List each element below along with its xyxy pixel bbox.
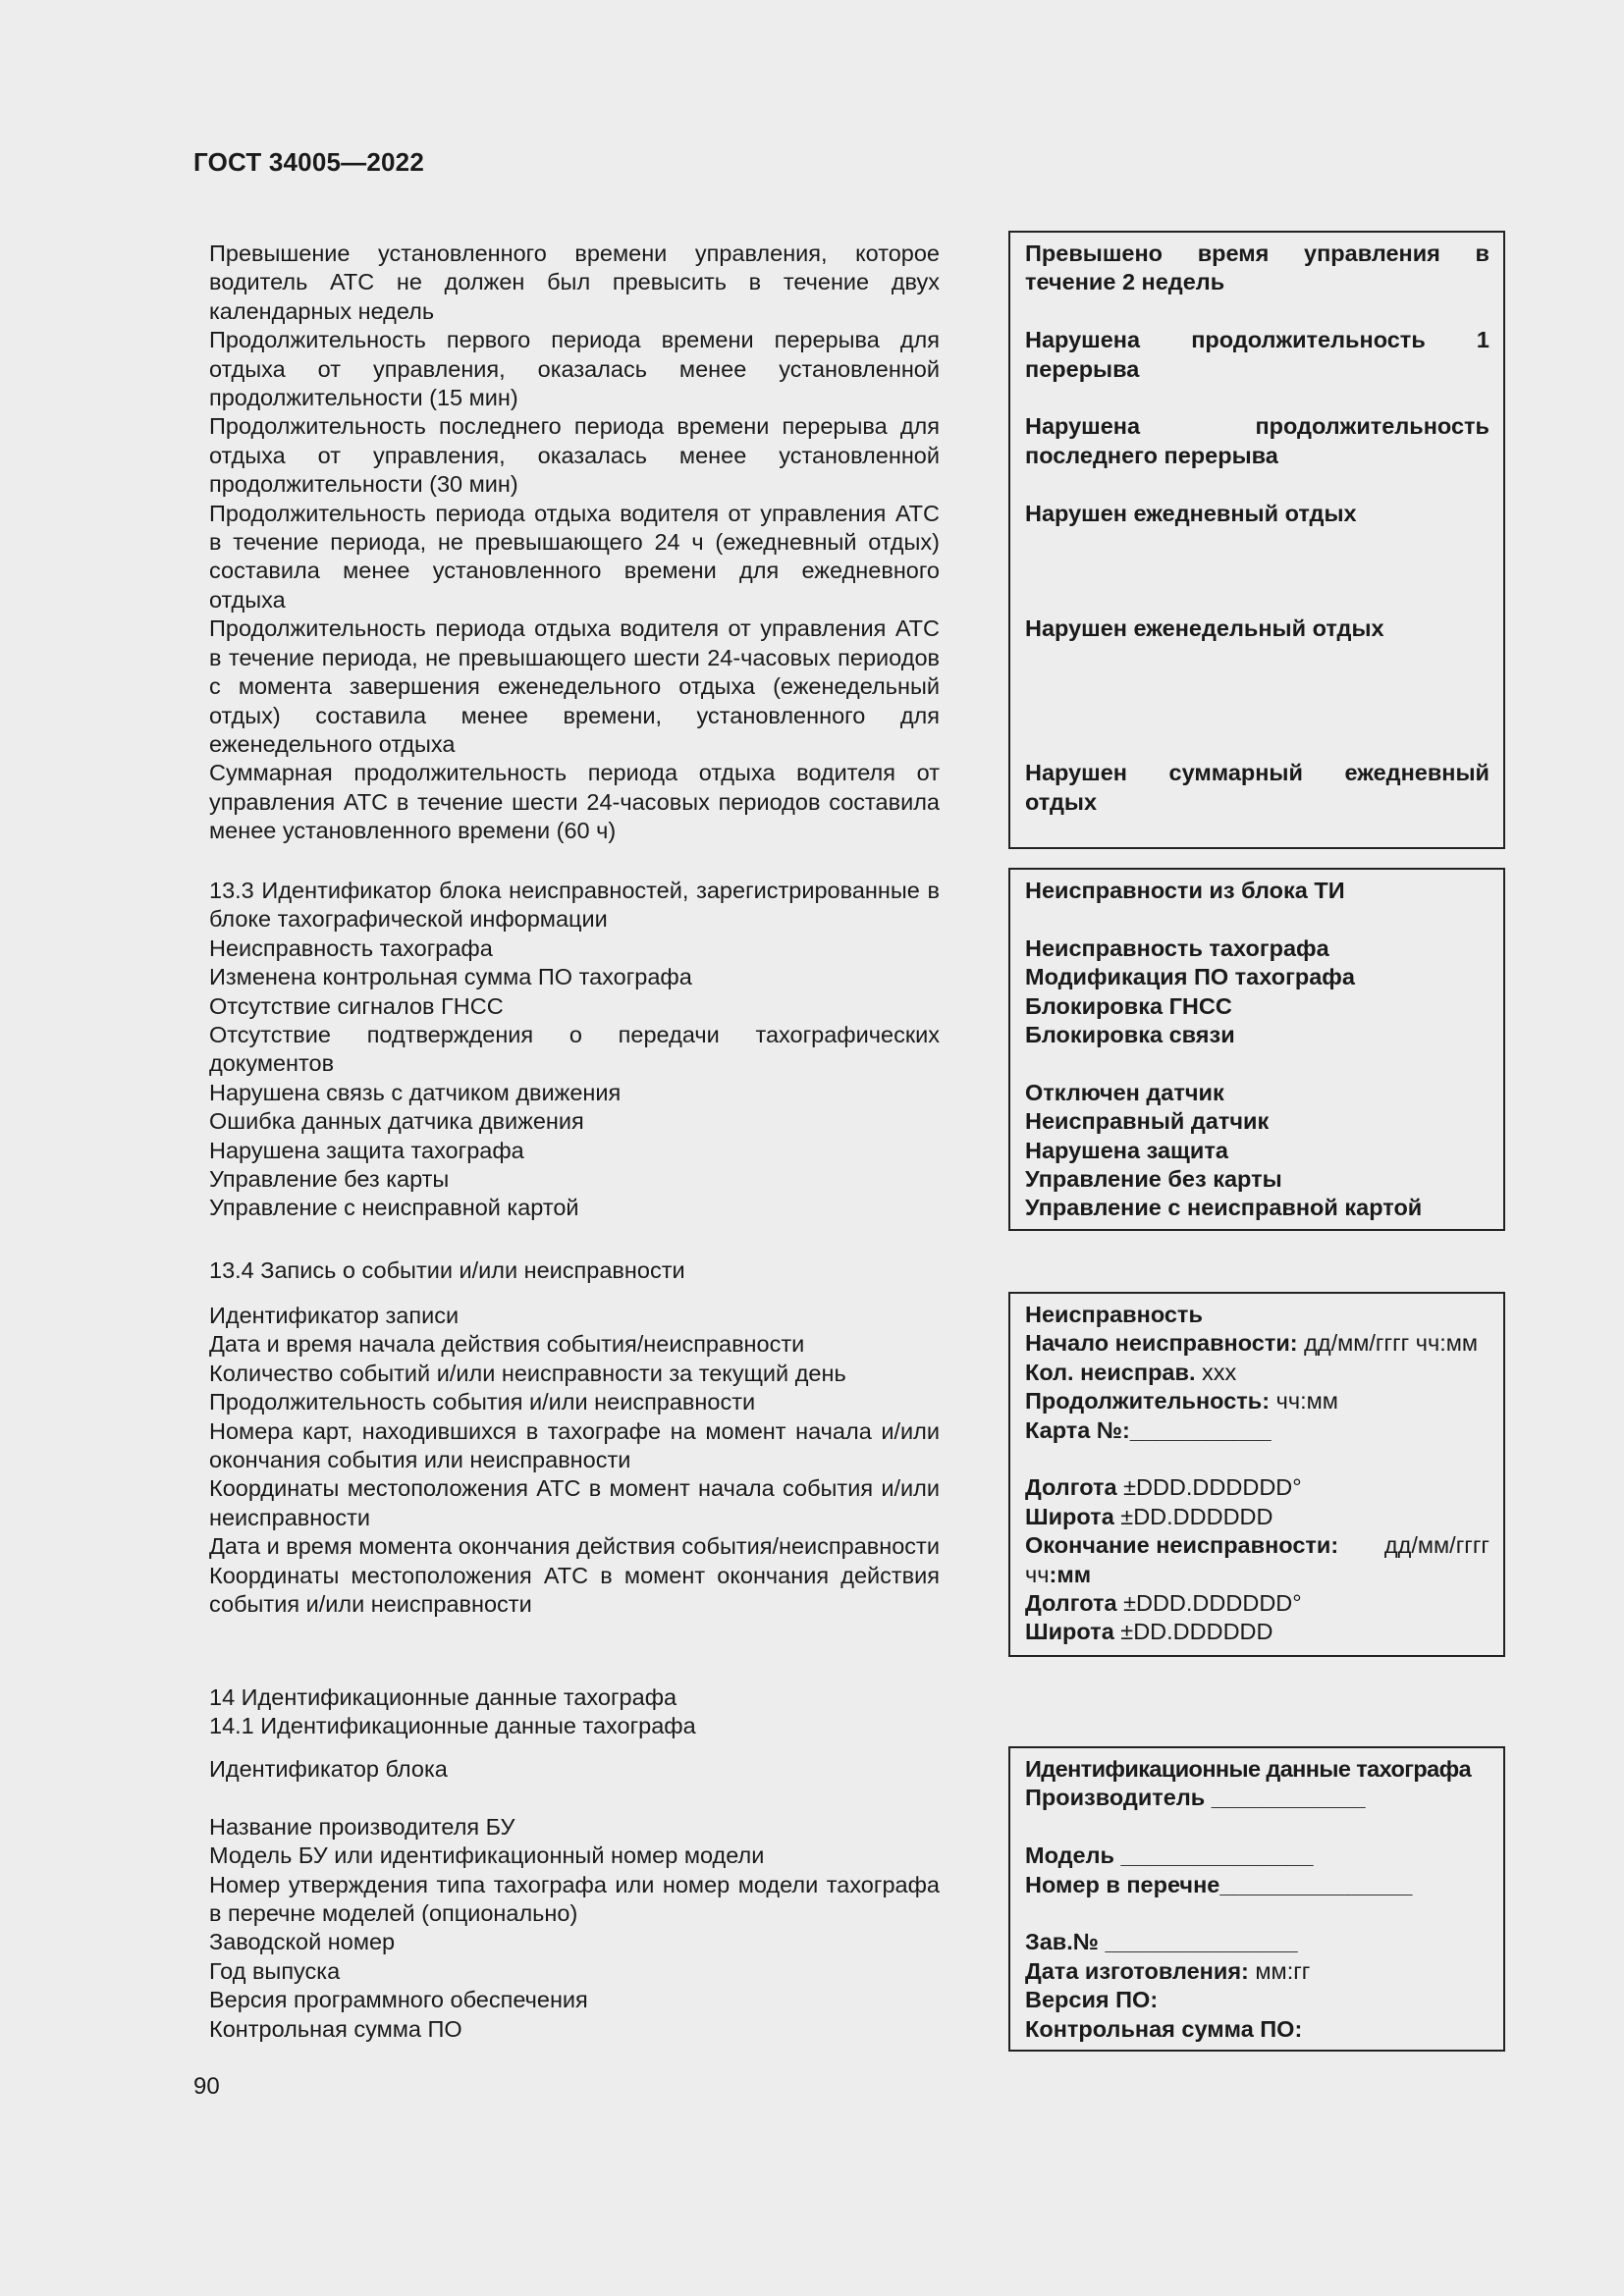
paragraph: Координаты местоположения АТС в момент начала события и/или неисправности (209, 1475, 940, 1530)
document-header: ГОСТ 34005—2022 (193, 147, 424, 177)
display-line: Карта №:___________ (1025, 1416, 1272, 1443)
section-heading-14 (209, 1683, 940, 1741)
display-line: Широта ±DD.DDDDDD (1025, 1619, 1273, 1645)
display-line: Нарушен суммарный ежедневный отдых (1025, 760, 1489, 815)
paragraph: Контрольная сумма ПО (209, 2015, 462, 2042)
driving-violations-display-box (1008, 231, 1505, 849)
display-line: Модификация ПО тахографа (1025, 964, 1355, 990)
display-line: Нарушен еженедельный отдых (1025, 615, 1384, 642)
display-line: Версия ПО: (1025, 1987, 1159, 2013)
paragraph: Идентификатор блока (209, 1756, 448, 1782)
paragraph: Продолжительность последнего периода времени перерыва для отдыха от управления, оказалась менее установленной продолжительности (30 мин) (209, 413, 940, 498)
paragraph: Модель БУ или идентификационный номер модели (209, 1842, 765, 1869)
display-line: Дата изготовления: мм:гг (1025, 1957, 1311, 1984)
display-line: Отключен датчик (1025, 1079, 1224, 1105)
paragraph: Номер утверждения типа тахографа или номер модели тахографа в перечне моделей (опционально) (209, 1871, 940, 1927)
display-line: Долгота ±DDD.DDDDDD° (1025, 1590, 1302, 1617)
display-line: Неисправность (1025, 1302, 1203, 1327)
display-line: Управление с неисправной картой (1025, 1195, 1423, 1221)
display-line: Блокировка связи (1025, 1022, 1235, 1048)
paragraph: 13.3 Идентификатор блока неисправностей, зарегистрированные в блоке тахографической информации (209, 878, 940, 933)
display-line: Зав.№ _______________ (1025, 1929, 1298, 1955)
display-line: Широта ±DD.DDDDDD (1025, 1503, 1273, 1529)
paragraph: Название производителя БУ (209, 1813, 515, 1840)
display-line: Превышено время управления в течение 2 недель (1025, 240, 1489, 295)
paragraph: Изменена контрольная сумма ПО тахографа (209, 964, 692, 990)
paragraph: Заводской номер (209, 1929, 396, 1955)
paragraph: Идентификатор записи (209, 1303, 460, 1328)
display-line: чч:мм (1025, 1561, 1092, 1587)
paragraph: Отсутствие сигналов ГНСС (209, 992, 504, 1019)
display-line: Нарушена продолжительность последнего перерыва (1025, 413, 1489, 468)
display-line: Кол. неисправ. ххх (1025, 1359, 1237, 1385)
paragraph: Дата и время начала действия события/неисправности (209, 1331, 805, 1358)
display-line: Неисправный датчик (1025, 1108, 1270, 1135)
paragraph: Версия программного обеспечения (209, 1987, 588, 2013)
page-number: 90 (193, 2073, 220, 2100)
section-identification-text (209, 1755, 940, 2044)
paragraph: Управление с неисправной картой (209, 1195, 579, 1221)
paragraph: Дата и время момента окончания действия события/неисправности (209, 1533, 940, 1560)
display-line: Нарушен ежедневный отдых (1025, 500, 1357, 526)
paragraph: Ошибка данных датчика движения (209, 1108, 584, 1135)
display-line: Нарушена продолжительность 1 перерыва (1025, 327, 1489, 382)
display-line: Управление без карты (1025, 1166, 1282, 1193)
display-line: Номер в перечне_______________ (1025, 1871, 1413, 1897)
paragraph: Превышение установленного времени управления, которое водитель АТС не должен был превысить в течение двух календарных недель (209, 240, 940, 324)
paragraph: Продолжительность периода отдыха водителя от управления АТС в течение периода, не превышающего 24 ч (ежедневный отдых) составила менее установленного времени для ежедневного отдыха (209, 500, 940, 613)
paragraph: Координаты местоположения АТС в момент окончания действия события и/или неисправности (209, 1562, 940, 1618)
display-line: Неисправность тахографа (1025, 934, 1329, 961)
display-line: Производитель ____________ (1025, 1785, 1366, 1811)
display-line: Окончание неисправности: дд/мм/гггг (1025, 1532, 1489, 1559)
display-line: Модель _______________ (1025, 1842, 1314, 1869)
paragraph: Продолжительность периода отдыха водителя от управления АТС в течение периода, не превышающего шести 24-часовых периодов с момента завершения еженедельного отдыха (еженедельный отдых) составила менее времени, установленного для еженедельного отдыха (209, 615, 940, 757)
display-line: Неисправности из блока ТИ (1025, 878, 1345, 903)
section-heading-13-4 (209, 1256, 940, 1285)
section-heading: 14.1 Идентификационные данные тахографа (209, 1713, 696, 1739)
paragraph: Продолжительность события и/или неисправности (209, 1389, 756, 1415)
display-line: Контрольная сумма ПО: (1025, 2015, 1303, 2042)
paragraph: Отсутствие подтверждения о передачи тахографических документов (209, 1022, 940, 1077)
display-line: Нарушена защита (1025, 1137, 1228, 1163)
display-line: Продолжительность: чч:мм (1025, 1388, 1338, 1415)
section-malfunctions-text (209, 877, 940, 1223)
paragraph: Год выпуска (209, 1957, 341, 1984)
paragraph: Продолжительность первого периода времени перерыва для отдыха от управления, оказалась менее установленной продолжительности (15 мин) (209, 327, 940, 411)
malfunctions-display-box (1008, 868, 1505, 1231)
paragraph: Номера карт, находившихся в тахографе на момент начала и/или окончания события или неисправности (209, 1417, 940, 1473)
event-record-display-box (1008, 1292, 1505, 1657)
display-line: Начало неисправности: дд/мм/гггг чч:мм (1025, 1330, 1479, 1357)
section-event-record-text (209, 1302, 940, 1619)
paragraph: Управление без карты (209, 1166, 450, 1193)
identification-display-box (1008, 1746, 1505, 2052)
paragraph: Суммарная продолжительность периода отдыха водителя от управления АТС в течение шести 24-часовых периодов составила менее установленного времени (60 ч) (209, 760, 940, 844)
display-line: Долгота ±DDD.DDDDDD° (1025, 1474, 1302, 1501)
section-driving-time-text (209, 240, 940, 846)
section-heading: 14 Идентификационные данные тахографа (209, 1684, 677, 1710)
paragraph: Неисправность тахографа (209, 934, 493, 961)
display-line: Идентификационные данные тахографа (1025, 1756, 1472, 1782)
paragraph: Количество событий и/или неисправности за текущий день (209, 1360, 846, 1386)
section-heading: 13.4 Запись о событии и/или неисправности (209, 1257, 685, 1283)
paragraph: Нарушена связь с датчиком движения (209, 1079, 622, 1105)
paragraph: Нарушена защита тахографа (209, 1137, 524, 1163)
display-line: Блокировка ГНСС (1025, 992, 1232, 1019)
